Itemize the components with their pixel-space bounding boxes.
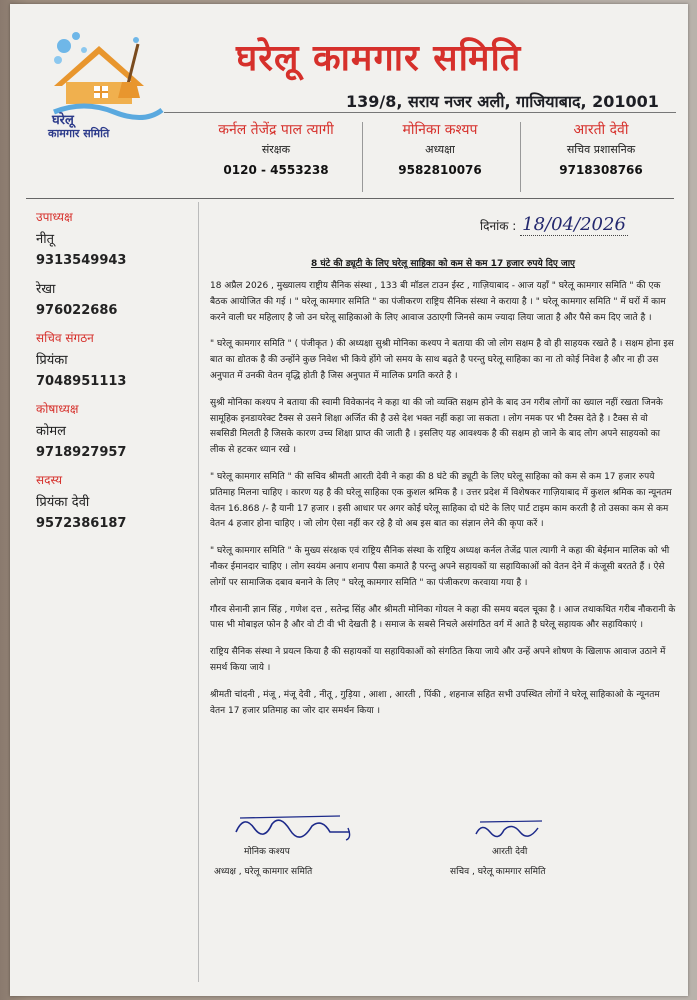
member-title: सचिव संगठन	[36, 331, 94, 345]
body-paragraph: राष्ट्रिय सैनिक संस्था ने प्रयत्न किया है की सहायकों या सहायिकाओं को संगठित किया जाये और उन्हें अपने शोषण के खिलाफ आवाज उठाने में समर्थ किया जाये ।	[210, 647, 666, 673]
committee-sidebar	[36, 208, 196, 542]
sidebar-member	[36, 279, 196, 318]
member-phone: 976022686	[36, 303, 118, 318]
date-label: दिनांक :	[480, 219, 517, 233]
member-title: उपाध्यक्ष	[36, 210, 73, 224]
member-title: सदस्य	[36, 473, 63, 487]
president-title: अध्यक्ष , घरेलू कामगार समिति	[214, 867, 313, 877]
body-paragraph: " घरेलू कामगार समिति " ( पंजीकृत ) की अध्यक्षा सुश्री मोनिका कश्यप ने बताया की जो लोग सक्षम है वो ही साहयक रखते है । सक्षम होना इस बात का द्योतक है की उन्होंने कुछ निवेश भी किये होंगे जो समय के साथ बढ़ते है परन्तु घरेलू साहिका का ना तो कोई निवेश है और ना ही उस अनुपात में उनकी वेतन वृद्धि होती है जिस अनुपात में मालिक प्रगति करते है ।	[210, 339, 674, 381]
sidebar-member	[36, 208, 196, 268]
officer-secretary	[536, 120, 666, 177]
secretary-title: सचिव , घरेलू कामगार समिति	[450, 867, 546, 877]
president-name: मोनिक कश्यप	[244, 847, 290, 857]
officer-role: अध्यक्षा	[425, 143, 455, 156]
member-name: कोमल	[36, 424, 66, 439]
letter-body	[210, 256, 676, 730]
body-paragraph: " घरेलू कामगार समिति " के मुख्य संरक्षक एवं राष्ट्रिय सैनिक संस्था के राष्ट्रिय अध्यक्ष कर्नल तेजेंद्र पाल त्यागी ने कहा की बेईमान मालिक को भी नौकर ईमानदार चाहिए । लोग स्वयंम अनाप शनाप पैसा कमाते है परन्तु अपने सहायकों या सहायिकाओं को वेतन देने में कंजूसी बरतते हैं । ऐसे लोगों पर सामाजिक दबाव बनाने के लिए " घरेलू कामगार समिति " का पंजीकरण करवाया गया है ।	[210, 546, 670, 588]
secretary-name: आरती देवी	[492, 847, 528, 857]
officer-role: संरक्षक	[261, 143, 291, 156]
member-name: प्रियंका देवी	[36, 495, 90, 510]
body-paragraph: गौरव सेनानी ज्ञान सिंह , गणेश दत्त , सतेन्द्र सिंह और श्रीमती मोनिका गोयल ने कहा की समय बदल चूका है । आज तथाकथित गरीब नौकरानी के पास भी मोबाइल फोन है और वो टी वी भी देखती है । समाज के सबसे निचले असंगठित वर्ग में आते है घरेलू सहायक और सहायिकाएं ।	[210, 604, 676, 631]
officer-president	[380, 120, 500, 177]
officer-name: कर्नल तेजेंद्र पाल त्यागी	[218, 122, 334, 138]
date-value: 18/04/2026	[522, 214, 626, 235]
member-name: रेखा	[36, 282, 56, 297]
letter-page	[10, 4, 688, 996]
body-paragraph: 18 अप्रैल 2026 , मुख्यालय राष्ट्रीय सैनिक संस्था , 133 बी मॉडल टाउन ईस्ट , गाज़ियाबाद - आज यहाँ " घरेलू कामगार समिति " की एक बैठक आयोजित की गई । " घरेलू कामगार समिति " का पंजीकरण राष्ट्रिय सैनिक संस्था ने कराया है । " घरेलू कामगार समिति " में घरों में काम करने वाली घर महिलाए है जो उन घरेलू साहिकाओ के लिए आवाज उठाएगी जिनसे काम ज्यादा लिया जाता है और पैसे कम दिए जाते है ।	[210, 281, 666, 323]
president-signature-icon	[230, 810, 370, 844]
sidebar-member	[36, 400, 196, 460]
letter-subject: 8 घंटे की ड्यूटी के लिए घरेलू साहिका को कम से कम 17 हजार रुपये दिए जाए	[310, 259, 576, 269]
logo-text-line1: घरेलू	[52, 113, 74, 128]
logo-text-line2: कामगार समिति	[48, 127, 110, 140]
member-phone: 9718927957	[36, 445, 127, 460]
signature-section	[210, 810, 676, 980]
officer-role: सचिव प्रशासनिक	[566, 143, 636, 156]
organization-address: 139/8, सराय नजर अली, गाजियाबाद, 201001	[346, 92, 659, 111]
member-phone: 7048951113	[36, 374, 127, 389]
sidebar-member	[36, 471, 196, 531]
officer-phone: 0120 - 4553238	[223, 163, 329, 177]
officer-divider	[520, 122, 521, 192]
body-paragraph: श्रीमती चांदनी , मंजू , मंजू देवी , नीतू , गुड़िया , आशा , आरती , पिंकी , शहनाज सहित सभी उपस्थित लोगों ने घरेलू साहिकाओ के न्यूनतम वेतन 17 हजार प्रतिमाह का जोर दार समर्थन किया ।	[210, 689, 660, 716]
member-title: कोषाध्यक्ष	[36, 402, 79, 416]
member-phone: 9572386187	[36, 516, 127, 531]
sidebar-divider	[198, 202, 199, 982]
organization-name: घरेलू कामगार समिति	[236, 38, 522, 79]
header-divider	[26, 198, 674, 199]
officer-patron	[196, 120, 356, 177]
member-name: प्रियंका	[36, 353, 68, 368]
secretary-signature-icon	[472, 816, 552, 844]
officer-phone: 9582810076	[398, 163, 482, 177]
officer-name: मोनिका कश्यप	[402, 122, 478, 138]
body-paragraph: सुश्री मोनिका कश्यप ने बताया की स्वामी विवेकानंद ने कहा था की जो व्यक्ति सक्षम होने के बाद उन गरीब लोगों का ख्याल नहीं रखता जिनके सामूहिक इनडायरेक्ट टैक्स से उसने शिक्षा अर्जित की है उसे देश भक्त नहीं कहा जा सकता । लोग नमक पर भी टैक्स देते है । टैक्स से वो सबसिडी मिलती है जिसके कारण उच्च शिक्षा प्राप्त की जाती है । इसलिए यह आवश्यक है की सक्षम हो जाने के बाद लोग अपने साहयको का लीक से हटकर ध्यान रखे ।	[210, 397, 663, 456]
officer-name: आरती देवी	[573, 122, 629, 138]
address-divider	[164, 112, 676, 113]
member-phone: 9313549943	[36, 253, 127, 268]
member-name: नीतू	[36, 232, 54, 247]
officer-phone: 9718308766	[559, 163, 643, 177]
sidebar-member	[36, 329, 196, 389]
body-paragraph: " घरेलू कामगार समिति " की सचिव श्रीमती आरती देवी ने कहा की 8 घंटे की ड्यूटी के लिए घरेलू साहिका को कम से कम 17 हजार रुपये प्रतिमाह मिलना चाहिए । कारण यह है की घरेलू साहिका एक कुशल श्रमिक है । उत्तर प्रदेश में विशेषकर गाज़ियाबाद में कुशल श्रमिक का न्यूनतम वेतन 16.868 /- है यानी 17 हजार । इसी आधार पर अगर कोई घरेलू साहिका दो घंटे के लिए पार्ट टाइम काम करती है तो उसका कम से कम वेतन 4 हजार होना चाहिए । जो लोग ऐसा नहीं कर रहे है वो अब इस बात का संज्ञान लेने की कृपा करें ।	[210, 471, 672, 530]
date-field	[480, 214, 628, 236]
officer-divider	[362, 122, 363, 192]
